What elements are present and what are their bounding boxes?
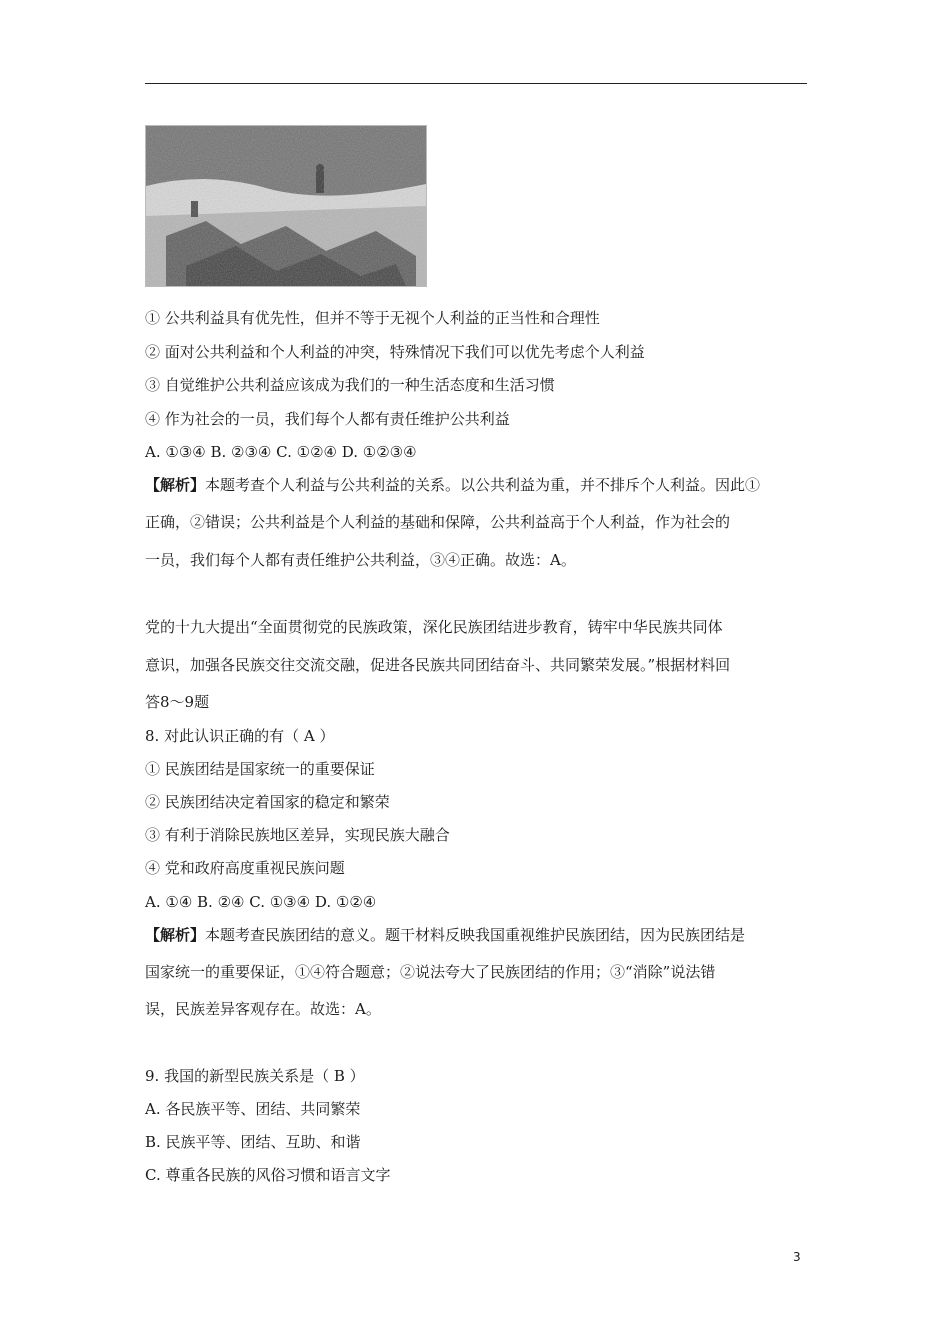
answer-options: A. ①③④ B. ②③④ C. ①②④ D. ①②③④ [145, 443, 417, 461]
q8-answer-options: A. ①④ B. ②④ C. ①③④ D. ①②④ [145, 893, 377, 911]
material-line-1: 党的十九大提出“全面贯彻党的民族政策，深化民族团结进步教育，铸牢中华民族共同体 [145, 618, 723, 636]
q8-analysis-line-1 [145, 925, 810, 945]
analysis-line-3: 一员，我们每个人都有责任维护公共利益，③④正确。故选：A。 [145, 551, 576, 569]
option-statement-4: ④ 作为社会的一员，我们每个人都有责任维护公共利益 [145, 410, 510, 428]
q8-analysis-line-3: 误，民族差异客观存在。故选：A。 [145, 1000, 381, 1018]
question-8-stem: 8. 对此认识正确的有（ A ） [145, 727, 335, 745]
option-statement-2: ② 面对公共利益和个人利益的冲突，特殊情况下我们可以优先考虑个人利益 [145, 343, 645, 361]
illustration-image [145, 125, 427, 287]
header-rule [145, 83, 807, 84]
q8-statement-3: ③ 有利于消除民族地区差异，实现民族大融合 [145, 826, 450, 844]
option-statement-1: ① 公共利益具有优先性，但并不等于无视个人利益的正当性和合理性 [145, 309, 600, 327]
page-number: 3 [793, 1250, 801, 1264]
option-statement-3: ③ 自觉维护公共利益应该成为我们的一种生活态度和生活习惯 [145, 376, 555, 394]
q8-statement-1: ① 民族团结是国家统一的重要保证 [145, 760, 375, 778]
q8-analysis-line-2: 国家统一的重要保证，①④符合题意；②说法夸大了民族团结的作用；③“消除”说法错 [145, 963, 716, 981]
q8-statement-2: ② 民族团结决定着国家的稳定和繁荣 [145, 793, 390, 811]
analysis-line-2: 正确，②错误；公共利益是个人利益的基础和保障，公共利益高于个人利益，作为社会的 [145, 513, 731, 531]
q8-statement-4: ④ 党和政府高度重视民族问题 [145, 859, 345, 877]
analysis-text: 本题考查个人利益与公共利益的关系。以公共利益为重，并不排斥个人利益。因此① [205, 476, 761, 494]
analysis-line-1 [145, 475, 810, 495]
material-line-2: 意识，加强各民族交往交流交融，促进各民族共同团结奋斗、共同繁荣发展。”根据材料回 [145, 656, 731, 674]
q9-option-b: B. 民族平等、团结、互助、和谐 [145, 1133, 361, 1151]
q8-analysis-text: 本题考查民族团结的意义。题干材料反映我国重视维护民族团结，因为民族团结是 [205, 926, 746, 944]
q8-analysis-tag: 【解析】 [145, 926, 206, 944]
analysis-tag: 【解析】 [145, 476, 206, 494]
question-9-stem: 9. 我国的新型民族关系是（ B ） [145, 1067, 365, 1085]
material-line-3: 答8～9题 [145, 693, 210, 711]
q9-option-c: C. 尊重各民族的风俗习惯和语言文字 [145, 1166, 391, 1184]
q9-option-a: A. 各民族平等、团结、共同繁荣 [145, 1100, 361, 1118]
